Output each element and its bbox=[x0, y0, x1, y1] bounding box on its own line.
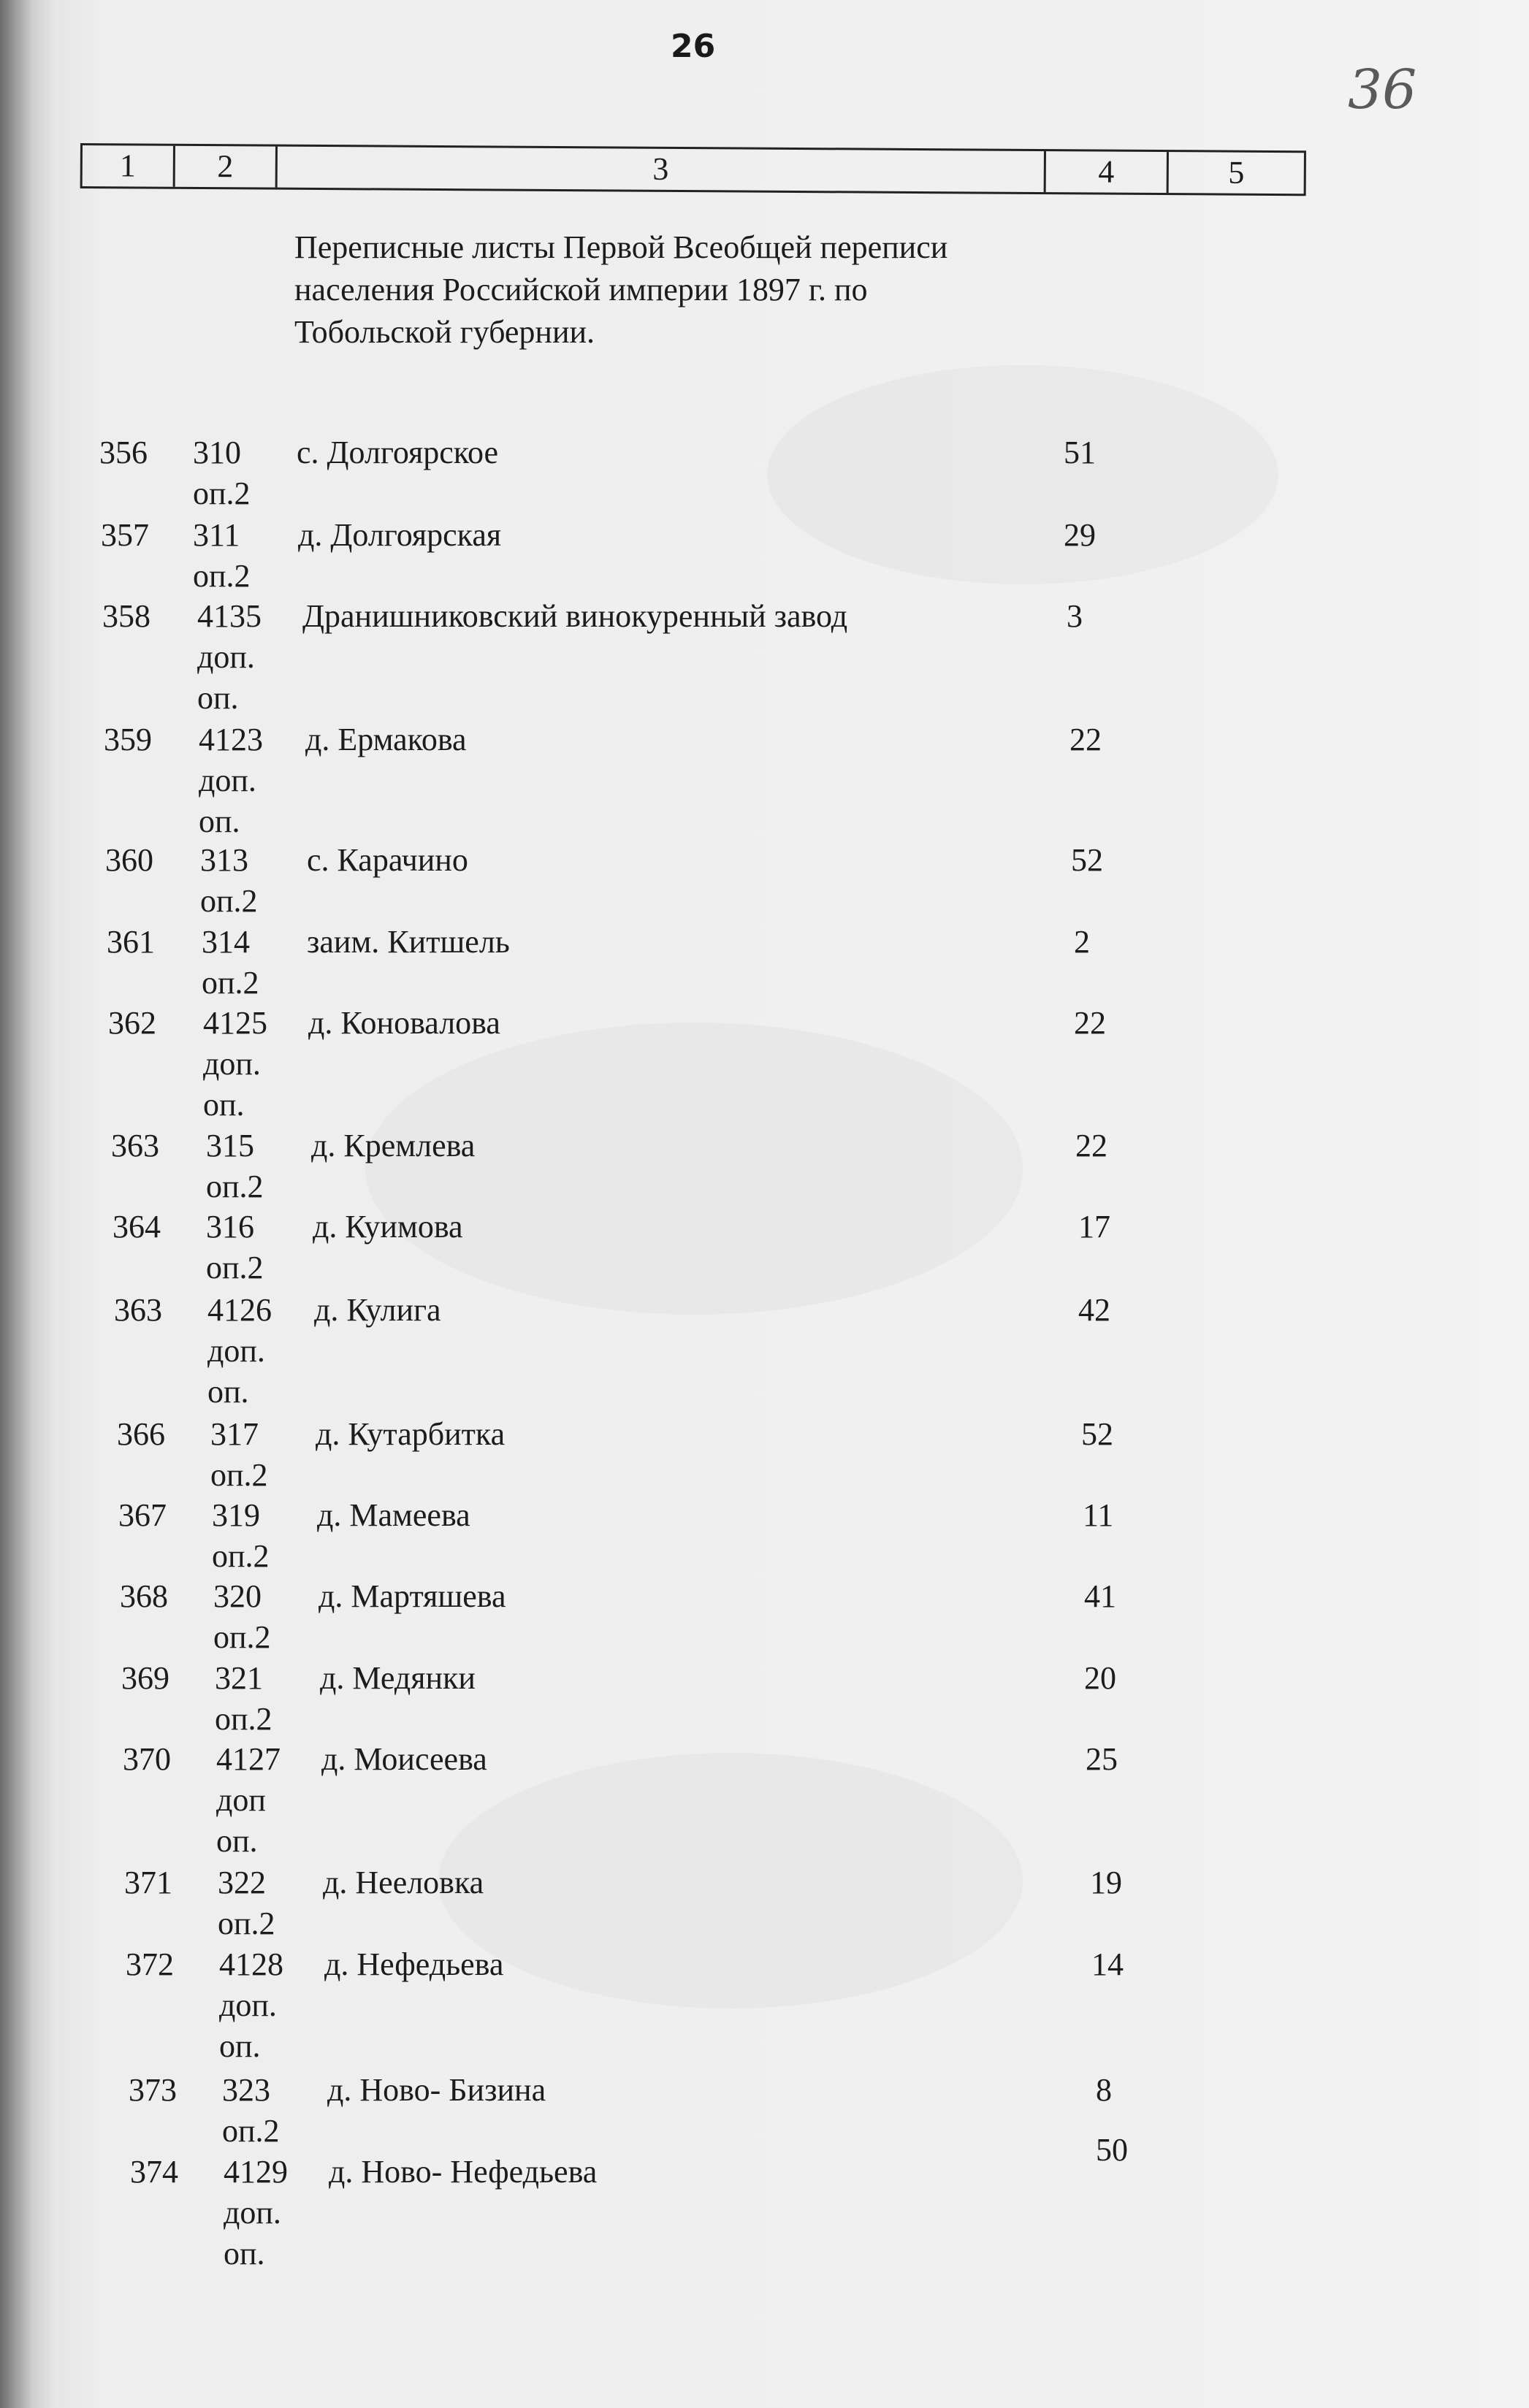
item-number: 374 bbox=[130, 2154, 178, 2190]
file-number: 313 bbox=[200, 842, 248, 878]
inventory-label: оп.2 bbox=[213, 1619, 271, 1655]
file-number: 4125 bbox=[203, 1005, 267, 1041]
file-number: 315 bbox=[206, 1128, 254, 1163]
list-item bbox=[120, 1576, 1362, 1655]
caption-line: Переписные листы Первой Всеобщей переписи bbox=[294, 229, 948, 265]
item-number: 373 bbox=[129, 2072, 177, 2108]
file-reference bbox=[203, 1003, 313, 1125]
file-reference bbox=[212, 1495, 321, 1577]
settlement-name: д. Моисеева bbox=[321, 1741, 487, 1777]
sheet-count: 2 bbox=[1074, 924, 1090, 960]
column-header-3: 3 bbox=[278, 147, 1046, 192]
sheet-count: 14 bbox=[1091, 1946, 1124, 1982]
column-header-table bbox=[80, 143, 1306, 196]
sheet-count: 22 bbox=[1075, 1128, 1107, 1163]
file-reference bbox=[206, 1207, 316, 1288]
settlement-name: д. Ермакова bbox=[305, 722, 467, 757]
file-number: 4123 bbox=[199, 722, 263, 757]
settlement-name: д. Кулига bbox=[314, 1292, 441, 1328]
file-reference bbox=[222, 2070, 332, 2152]
inventory-label: оп. bbox=[216, 1823, 258, 1859]
sheet-count: 52 bbox=[1071, 842, 1103, 878]
list-item bbox=[124, 1862, 1366, 1941]
file-number: 4135 bbox=[197, 598, 262, 634]
inventory-label: оп. bbox=[219, 2028, 261, 2064]
list-item bbox=[117, 1414, 1359, 1493]
item-number: 358 bbox=[102, 598, 150, 634]
settlement-name: д. Ново- Нефедьева bbox=[329, 2154, 598, 2190]
item-number: 359 bbox=[104, 722, 152, 757]
item-number: 363 bbox=[114, 1292, 162, 1328]
file-number: 314 bbox=[202, 924, 250, 960]
list-item bbox=[126, 1944, 1368, 2064]
file-reference bbox=[207, 1290, 317, 1413]
list-item bbox=[129, 2070, 1370, 2149]
sheet-count: 19 bbox=[1090, 1865, 1122, 1900]
sheet-count: 22 bbox=[1069, 722, 1102, 757]
item-number: 371 bbox=[124, 1865, 172, 1900]
file-number: 317 bbox=[210, 1416, 259, 1452]
list-item bbox=[130, 2132, 1372, 2271]
inventory-label: оп. bbox=[199, 803, 240, 839]
column-header-5: 5 bbox=[1228, 154, 1245, 191]
inventory-label: оп.2 bbox=[202, 965, 259, 1001]
inventory-label: оп.2 bbox=[206, 1250, 264, 1285]
file-reference bbox=[206, 1125, 316, 1207]
item-number: 361 bbox=[107, 924, 155, 960]
file-reference bbox=[193, 515, 302, 597]
file-reference bbox=[215, 1658, 324, 1740]
item-number: 367 bbox=[118, 1497, 167, 1533]
settlement-name: с. Карачино bbox=[307, 842, 468, 878]
inventory-label: оп.2 bbox=[206, 1169, 264, 1204]
item-number: 370 bbox=[123, 1741, 171, 1777]
sheet-count: 51 bbox=[1064, 435, 1096, 470]
inventory-label: оп. bbox=[224, 2236, 265, 2271]
inventory-label: оп.2 bbox=[218, 1906, 275, 1941]
settlement-name: заим. Китшель bbox=[307, 924, 510, 960]
settlement-name: д. Куимова bbox=[313, 1209, 463, 1245]
list-item bbox=[114, 1290, 1356, 1410]
file-number: 323 bbox=[222, 2072, 270, 2108]
settlement-name: д. Нефедьева bbox=[324, 1946, 504, 1982]
file-reference bbox=[210, 1414, 320, 1496]
sheet-count: 3 bbox=[1067, 598, 1083, 634]
column-header-1: 1 bbox=[83, 145, 175, 187]
list-item bbox=[102, 596, 1344, 716]
sheet-count: 22 bbox=[1074, 1005, 1106, 1041]
settlement-name: д. Кутарбитка bbox=[316, 1416, 506, 1452]
sheet-count: 42 bbox=[1078, 1292, 1110, 1328]
sheet-count: 20 bbox=[1084, 1660, 1116, 1696]
inventory-label: доп. bbox=[224, 2195, 281, 2231]
settlement-name: д. Нееловка bbox=[323, 1865, 484, 1900]
inventory-label: доп. bbox=[219, 1987, 277, 2023]
settlement-name: д. Долгоярская bbox=[298, 517, 502, 553]
settlement-name: д. Медянки bbox=[320, 1660, 476, 1696]
page-number: 26 bbox=[671, 28, 716, 65]
settlement-name: с. Долгоярское bbox=[297, 435, 499, 470]
inventory-label: доп. bbox=[199, 762, 256, 798]
settlement-name: д. Мартяшева bbox=[319, 1578, 506, 1614]
item-number: 368 bbox=[120, 1578, 168, 1614]
file-number: 316 bbox=[206, 1209, 254, 1245]
file-number: 319 bbox=[212, 1497, 260, 1533]
file-reference bbox=[200, 840, 310, 922]
file-number: 311 bbox=[193, 517, 240, 553]
file-reference bbox=[213, 1576, 323, 1658]
inventory-label: оп.2 bbox=[193, 558, 251, 594]
settlement-name: д. Кремлева bbox=[311, 1128, 476, 1163]
list-item bbox=[113, 1207, 1354, 1285]
list-item bbox=[121, 1658, 1363, 1737]
section-caption bbox=[294, 226, 1025, 353]
item-number: 362 bbox=[108, 1005, 156, 1041]
caption-line: Тобольской губернии. bbox=[294, 314, 595, 350]
file-reference bbox=[218, 1862, 327, 1944]
inventory-label: оп.2 bbox=[200, 883, 258, 919]
column-header-4: 4 bbox=[1046, 151, 1169, 193]
file-reference bbox=[216, 1739, 326, 1862]
item-number: 363 bbox=[111, 1128, 159, 1163]
inventory-label: оп.2 bbox=[212, 1538, 270, 1574]
inventory-label: доп. bbox=[207, 1333, 265, 1369]
file-number: 321 bbox=[215, 1660, 263, 1696]
sheet-count: 50 bbox=[1096, 2132, 1128, 2168]
list-item bbox=[101, 515, 1343, 594]
inventory-label: оп.2 bbox=[215, 1701, 272, 1737]
settlement-name: д. Коновалова bbox=[308, 1005, 500, 1041]
file-number: 310 bbox=[193, 435, 241, 470]
settlement-name: д. Мамеева bbox=[317, 1497, 470, 1533]
inventory-label: оп.2 bbox=[193, 475, 251, 511]
file-number: 4128 bbox=[219, 1946, 283, 1982]
item-number: 366 bbox=[117, 1416, 165, 1452]
settlement-name: д. Ново- Бизина bbox=[327, 2072, 546, 2108]
list-item bbox=[111, 1125, 1353, 1204]
item-number: 356 bbox=[99, 435, 148, 470]
file-number: 4127 bbox=[216, 1741, 281, 1777]
file-reference bbox=[202, 922, 311, 1004]
file-number: 322 bbox=[218, 1865, 266, 1900]
sheet-count: 29 bbox=[1064, 517, 1096, 553]
inventory-label: доп bbox=[216, 1782, 266, 1818]
list-item bbox=[105, 840, 1347, 919]
file-reference bbox=[197, 596, 307, 719]
column-header-2: 2 bbox=[175, 146, 278, 188]
item-number: 372 bbox=[126, 1946, 174, 1982]
sheet-count: 25 bbox=[1086, 1741, 1118, 1777]
list-item bbox=[99, 432, 1341, 511]
item-number: 360 bbox=[105, 842, 153, 878]
inventory-label: доп. bbox=[197, 639, 255, 675]
handwritten-folio-number: 36 bbox=[1348, 58, 1417, 121]
file-reference bbox=[199, 719, 308, 842]
sheet-count: 17 bbox=[1078, 1209, 1110, 1245]
inventory-label: оп. bbox=[207, 1374, 249, 1410]
list-item bbox=[123, 1739, 1365, 1859]
inventory-label: оп.2 bbox=[210, 1457, 268, 1493]
list-item bbox=[104, 719, 1346, 839]
item-number: 369 bbox=[121, 1660, 169, 1696]
file-reference bbox=[219, 1944, 329, 2067]
sheet-count: 11 bbox=[1083, 1497, 1114, 1533]
list-item bbox=[108, 1003, 1350, 1123]
inventory-label: оп. bbox=[203, 1087, 245, 1123]
file-number: 4129 bbox=[224, 2154, 288, 2190]
file-number: 4126 bbox=[207, 1292, 272, 1328]
caption-line: населения Российской империи 1897 г. по bbox=[294, 272, 868, 307]
file-number: 320 bbox=[213, 1578, 262, 1614]
sheet-count: 8 bbox=[1096, 2072, 1112, 2108]
inventory-label: оп. bbox=[197, 680, 239, 716]
sheet-count: 52 bbox=[1081, 1416, 1113, 1452]
settlement-name: Дранишниковский винокуренный завод bbox=[302, 598, 848, 634]
file-reference bbox=[193, 432, 302, 514]
file-reference bbox=[224, 2152, 333, 2274]
list-item bbox=[107, 922, 1349, 1001]
item-number: 357 bbox=[101, 517, 149, 553]
item-number: 364 bbox=[113, 1209, 161, 1245]
inventory-label: оп.2 bbox=[222, 2113, 280, 2149]
list-item bbox=[118, 1495, 1360, 1574]
inventory-label: доп. bbox=[203, 1046, 261, 1082]
sheet-count: 41 bbox=[1084, 1578, 1116, 1614]
